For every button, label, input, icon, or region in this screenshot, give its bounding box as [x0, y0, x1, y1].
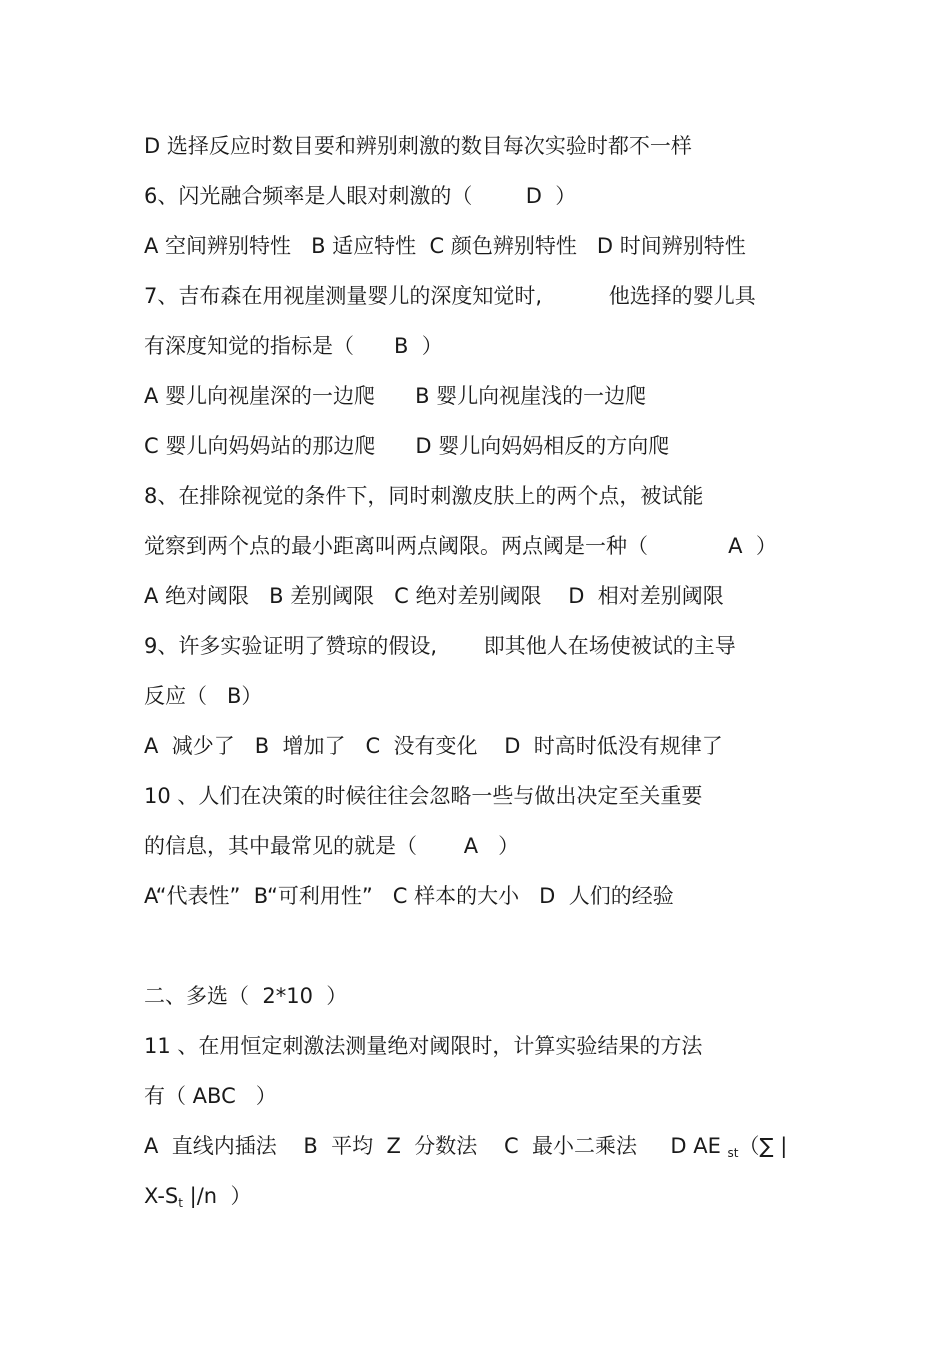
question-10: 10 、人们在决策的时候往往会忽略一些与做出决定至关重要	[144, 784, 703, 808]
formula-post: |/n ）	[182, 1184, 252, 1208]
question-11-continued: 有（ ABC ）	[144, 1084, 277, 1108]
section-heading: 二、多选（ 2*10 ）	[144, 984, 348, 1008]
question-7: 7、吉布森在用视崖测量婴儿的深度知觉时, 他选择的婴儿具	[144, 284, 756, 308]
question-7-continued: 有深度知觉的指标是（ B ）	[144, 334, 443, 358]
formula-line	[144, 1181, 251, 1218]
formula-pre: X-S	[144, 1184, 179, 1208]
subscript: st	[727, 1146, 739, 1160]
question-9-options: A 减少了 B 增加了 C 没有变化 D 时高时低没有规律了	[144, 734, 723, 758]
option-text-tail: （∑ |	[738, 1134, 788, 1158]
question-11: 11 、在用恒定刺激法测量绝对阈限时，计算实验结果的方法	[144, 1034, 703, 1058]
question-8-continued: 觉察到两个点的最小距离叫两点阈限。两点阈是一种（ A ）	[144, 534, 777, 558]
question-11-options	[144, 1131, 787, 1168]
question-10-continued: 的信息，其中最常见的就是（ A ）	[144, 834, 520, 858]
question-9-continued: 反应（ B）	[144, 684, 263, 708]
question-6-options: A 空间辨别特性 B 适应特性 C 颜色辨别特性 D 时间辨别特性	[144, 234, 746, 258]
question-6: 6、闪光融合频率是人眼对刺激的（ D ）	[144, 184, 577, 208]
question-9: 9、许多实验证明了赞琼的假设, 即其他人在场使被试的主导	[144, 634, 736, 658]
question-7-options-ab: A 婴儿向视崖深的一边爬 B 婴儿向视崖浅的一边爬	[144, 384, 647, 408]
question-8-options: A 绝对阈限 B 差别阈限 C 绝对差别阈限 D 相对差别阈限	[144, 584, 724, 608]
question-8: 8、在排除视觉的条件下，同时刺激皮肤上的两个点，被试能	[144, 484, 704, 508]
text-line: D 选择反应时数目要和辨别刺激的数目每次实验时都不一样	[144, 134, 692, 158]
question-7-options-cd: C 婴儿向妈妈站的那边爬 D 婴儿向妈妈相反的方向爬	[144, 434, 670, 458]
option-text: A 直线内插法 B 平均 Z 分数法 C 最小二乘法 D AE	[144, 1134, 728, 1158]
subscript: t	[178, 1196, 183, 1210]
question-10-options: A“代表性” B“可利用性” C 样本的大小 D 人们的经验	[144, 884, 674, 908]
